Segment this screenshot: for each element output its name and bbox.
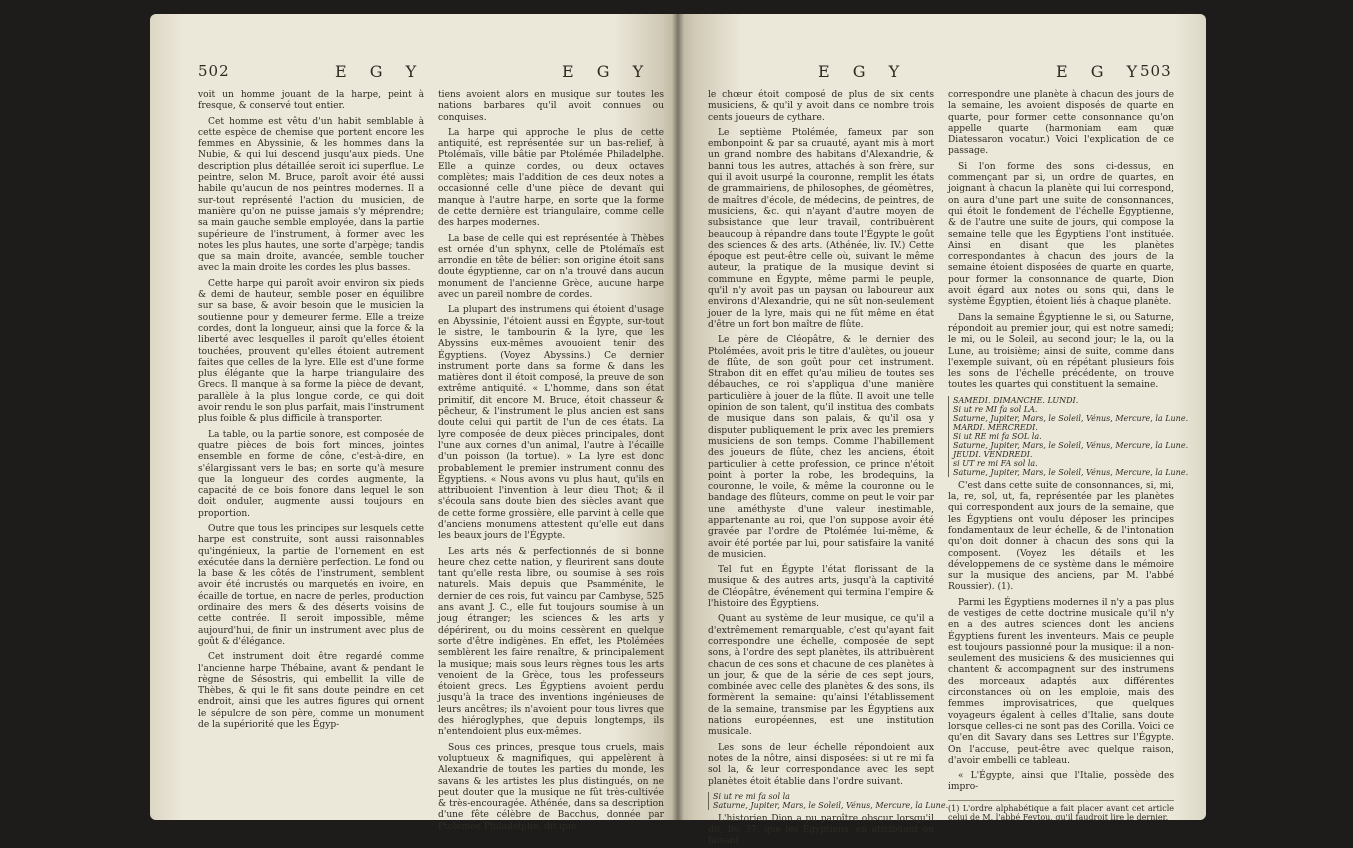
right-page xyxy=(678,14,1206,847)
paragraph: Les sons de leur échelle répondoient aux notes de la nôtre, ainsi disposées: si ut re mi fa sol la, & leur correspondance avec les sept planètes étoit établie dans l'ordre suivant. xyxy=(708,742,934,787)
paragraph: correspondre une planète à chacun des jours de la semaine, les avoient disposés de quarte en quarte, pour former cette consonnance qu'on appelle quarte (harmoniam eam quæ Diatessaron vocatur.) Voici l'explication de ce passage. xyxy=(948,90,1174,157)
page-number-right: 503 xyxy=(1140,62,1172,80)
paragraph: tiens avoient alors en musique sur toutes les nations barbares qu'il avoit connues ou conquises. xyxy=(438,90,664,123)
paragraph: voit un homme jouant de la harpe, peint à fresque, & conservé tout entier. xyxy=(198,90,424,112)
right-column-1 xyxy=(708,90,949,847)
paragraph: Tel fut en Égypte l'état florissant de la musique & des autres arts, jusqu'à la captivité de Cléopâtre, événement qui termina l'empire & l'histoire des Égyptiens. xyxy=(708,565,934,610)
paragraph: C'est dans cette suite de consonnances, si, mi, la, re, sol, ut, fa, représentée par les planètes qui correspondent aux jours de la semaine, que les Égyptiens ont voulu déposer les principes fondamentaux de leur échelle, & de l'intonation qu'on doit donner à chacun des sons qui la composent. (Voyez les détails et les développemens de ce système dans le mémoire sur la musique des anciens, par M. l'abbé Roussier). (1). xyxy=(948,480,1174,593)
paragraph: Cette harpe qui paroît avoir environ six pieds & demi de hauteur, semble poser en équilibre sur sa base, & avoir besoin que le musicien la soutienne pour y demeurer ferme. Elle a treize cordes, dont la longueur, ainsi que la force & la liberté avec lesquelles il paroît qu'elles étoient touchées, prouvent qu'elles étoient autrement faites que celles de la lyre. Elle est d'une forme plus élégante que la harpe triangulaire des Grecs. Il manque à sa forme la pièce de devant, parallèle à la plus longue corde, ce qui doit avoir rendu le son plus parfait, mais l'instrument plus foible & plus difficile à transporter. xyxy=(198,278,424,425)
running-head-right-2: E G Y xyxy=(818,62,909,81)
paragraph: Le père de Cléopâtre, & le dernier des Ptolémées, avoit pris le titre d'aulètes, ou joueur de flûte, de son goût pour cet instrument. Strabon dit en effet qu'au milieu de toutes ses débauches, ce roi s'appliqua d'une manière particulière à jouer de la flûte. Il avoit une telle opinion de son talent, qu'il institua des combats de musique dans son palais, & qu'il osa y disputer publiquement le prix avec les premiers musiciens de son temps. Comme l'habillement des joueurs de flûte, chez les anciens, étoit particulier à cette profession, ce prince n'étoit point à porter la robe, les brodequins, la couronne, le voile, & même la couronne ou le bandage des flûteurs, comme on peut le voir par une améthyste d'une valeur inestimable, appartenante au roi, que l'on suppose avoir été gravée par l'ordre de Ptolémée lui-même, & avoir été portée par lui, pour satisfaire la vanité de musicien. xyxy=(708,335,934,560)
paragraph: Si l'on forme des sons ci-dessus, en commençant par si, un ordre de quartes, en joignant à chacun la planète qui lui correspond, on aura d'une part une suite de consonnances, qui étoit le fondement de l'échelle Égyptienne, & de l'autre une suite de jours, qui compose la semaine telle que les Égyptiens l'ont instituée. Ainsi en disant que les planètes correspondantes à chacun des jours de la semaine étoient disposées de quarte en quarte, pour former la consonnance de quarte, Dion avoit égard aux notes ou sons qui, dans le système Égyptien, étoient liés à chaque planète. xyxy=(948,161,1174,308)
paragraph: Dans la semaine Égyptienne le si, ou Saturne, répondoit au premier jour, qui est notre samedi; le mi, ou le Soleil, au second jour; le la, ou la Lune, au troisième; ainsi de suite, comme dans l'exemple suivant, où en répétant plusieurs fois les sons de l'échelle précédente, on trouve toutes les quartes qui constituent la semaine. xyxy=(948,312,1174,391)
left-page xyxy=(150,14,678,832)
week-scale-table xyxy=(948,395,1189,477)
paragraph: Quant au système de leur musique, ce qu'il a d'extrêmement remarquable, c'est qu'ayant fait correspondre une échelle, composée de sept sons, à l'ordre des sept planètes, ils attribuèrent chacun de ces sons et chacune de ces planètes à un jour, & que de la série de ces sept jours, combinée avec celle des planètes & des sons, ils formèrent la semaine: qu'ainsi l'établissement de la semaine, transmise par les Égyptiens aux nations européennes, est une institution musicale. xyxy=(708,614,934,738)
footnote: (1) L'ordre alphabétique a fait placer avant cet article celui de M. l'abbé Feytou, qu'il faudroit lire le dernier. xyxy=(948,800,1174,823)
scale-planets: Saturne, Jupiter, Mars, le Soleil, Vénus, Mercure, la Lune. xyxy=(713,800,949,810)
paragraph: La plupart des instrumens qui étoient d'usage en Abyssinie, l'étoient aussi en Égypte, sur-tout le sistre, le tambourin & la lyre, que les Abyssins eux-mêmes avouoient tenir des Égyptiens. (Voyez Abyssins.) Ce dernier instrument porte dans sa forme & dans les matières dont il étoit composé, la preuve de son extrême antiquité. « L'homme, dans son état primitif, dit encore M. Bruce, étoit chasseur & pêcheur, & l'instrument le plus ancien est sans doute celui qui partit de l'un de ces états. La lyre composée de deux pièces principales, dont l'une aux cornes d'un animal, l'autre à l'écaille d'un poisson (la tortue). » La lyre est donc probablement le premier instrument connu des Égyptiens. « Nous avons vu plus haut, qu'ils en attribuoient l'invention à leur dieu Thot; & il s'écoula sans doute bien des siècles avant que de cette forme grossière, elle parvint à celle que d'anciens monumens attestent qu'elle eut dans les beaux jours de l'Égypte. xyxy=(438,305,664,542)
scale-line: SAMEDI. DIMANCHE. LUNDI. xyxy=(953,395,1079,405)
scale-notes: Si ut re mi fa sol la xyxy=(713,791,790,801)
running-head-right: E G Y xyxy=(1056,62,1147,81)
left-column-1 xyxy=(198,90,424,798)
running-head-left: E G Y xyxy=(335,62,426,81)
paragraph: La table, ou la partie sonore, est composée de quatre pièces de bois fort minces, jointes ensemble en forme de cône, c'est-à-dire, en s'élargissant vers le bas; en sorte qu'à mesure que la longueur des cordes augmente, la capacité de ce bois fonore dans lequel le son doit onduler, augmente aussi toujours en proportion. xyxy=(198,429,424,519)
paragraph: « L'Égypte, ainsi que l'Italie, possède des impro- xyxy=(948,771,1174,793)
paragraph: Parmi les Égyptiens modernes il n'y a pas plus de vestiges de cette doctrine musicale qu'il n'y en a des autres sciences dont les anciens Égyptiens furent les inventeurs. Mais ce peuple est toujours passionné pour la musique: il a non-seulement des musiciens & des musiciennes qui chantent & accompagnent sur des instrumens des morceaux adaptés aux différentes circonstances où on les emploie, mais des femmes improvisatrices, que quelques voyageurs égalent à celles d'Italie, sans doute lorsque celles-ci ne sont pas des Corilla. Voici ce qu'en dit Savary dans ses Lettres sur l'Égypte. On l'accuse, peut-être avec quelque raison, d'avoir embelli ce tableau. xyxy=(948,597,1174,766)
paragraph: le chœur étoit composé de plus de six cents musiciens, & qu'il y avoit dans ce nombre trois cents joueurs de cythare. xyxy=(708,90,934,123)
scale-line: JEUDI. VENDREDI. xyxy=(953,449,1033,459)
running-head-left-2: E G Y xyxy=(562,62,653,81)
paragraph: Le septième Ptolémée, fameux par son embonpoint & par sa cruauté, ayant mis à mort un grand nombre des habitans d'Alexandrie, & banni tous les autres, attachés à son frère, sur qui il avoit usurpé la couronne, remplit les états de grammairiens, de philosophes, de géomètres, de maîtres d'école, de médecins, de peintres, de musiciens, &c. qui n'ayant d'autre moyen de subsistance que leur travail, contribuèrent beaucoup à répandre dans toute l'Égypte le goût des sciences & des arts. (Athénée, liv. IV.) Cette époque est peut-être celle où, suivant le même auteur, la pratique de la musique devint si commune en Égypte, même parmi le peuple, qu'il n'y avoit pas un paysan ou laboureur aux environs d'Alexandrie, qui ne sût non-seulement jouer de la lyre, mais qui ne fût même en état d'être un fort bon maître de flûte. xyxy=(708,127,934,330)
left-column-2 xyxy=(438,90,664,832)
paragraph: Outre que tous les principes sur lesquels cette harpe est construite, sont aussi raisonnables qu'ingénieux, la partie de l'ornement en est exécutée dans la dernière perfection. Le fond ou la base & les côtés de l'instrument, semblent avoir été incrustés ou marquetés en ivoire, en écaille de tortue, en nacre de perles, production ordinaire des mers & des déserts voisins de cette contrée. Il seroit impossible, même aujourd'hui, de finir un instrument avec plus de goût & d'élégance. xyxy=(198,523,424,647)
scale-line: Si ut re MI fa sol LA. xyxy=(953,404,1038,414)
scale-table xyxy=(708,791,949,810)
scale-line: Saturne, Jupiter, Mars, le Soleil, Vénus, Mercure, la Lune. xyxy=(953,440,1189,450)
right-column-2 xyxy=(948,90,1189,823)
paragraph: La harpe qui approche le plus de cette antiquité, est représentée sur un bas-relief, à Ptolémaïs, ville bâtie par Ptolémée Philadelphe. Elle a quinze cordes, ou deux octaves complètes; mais l'addition de ces deux notes a occasionné celle d'une pièce de devant qui manque à l'autre harpe, en sorte que la forme de cette dernière est triangulaire, comme celle des harpes modernes. xyxy=(438,127,664,229)
book-gutter xyxy=(672,14,684,820)
scale-line: Si ut RE mi fa SOL la. xyxy=(953,431,1042,441)
paragraph: La base de celle qui est représentée à Thèbes est ornée d'un sphynx, celle de Ptolémaïs est arrondie en tête de bélier: son origine étoit sans doute égyptienne, car on n'a trouvé dans aucun monument de l'ancienne Grèce, aucune harpe avec un pareil nombre de cordes. xyxy=(438,233,664,301)
scale-line: MARDI. MERCREDI. xyxy=(953,422,1038,432)
page-number-left: 502 xyxy=(198,62,230,80)
paragraph: L'historien Dion a pu paroître obscur lorsqu'il dit, liv. 37, que les Égyptiens, en attribuant ou faisant xyxy=(708,813,934,847)
paragraph: Cet homme est vêtu d'un habit semblable à cette espèce de chemise que portent encore les femmes en Abyssinie, & les hommes dans la Nubie, & qui lui descend jusqu'aux pieds. Une description plus détaillée seroit ici superflue. Le peintre, selon M. Bruce, paroît avoir été aussi habile qu'aucun de nos peintres modernes. Il a sur-tout représenté l'action du musicien, de manière qu'on ne puisse jamais s'y méprendre; sa main gauche semble employée, dans la partie supérieure de l'instrument, à former avec les notes les plus hautes, une sorte d'arpège; tandis que sa main droite, avancée, semble toucher avec la main droite les cordes les plus basses. xyxy=(198,116,424,274)
paragraph: Les arts nés & perfectionnés de si bonne heure chez cette nation, y fleurirent sans doute tant qu'elle resta libre, ou soumise à ses rois naturels. Mais depuis que Psamménite, le dernier de ces rois, fut vaincu par Cambyse, 525 ans avant J. C., elle fut toujours soumise à un joug étranger; les sciences & les arts y dépérirent, ou du moins cessèrent en quelque sorte d'être indigènes. En effet, les Ptolémées semblèrent les faire renaître, & principalement la musique; mais sous leurs règnes tous les arts venoient de la Grèce, tous les professeurs étoient grecs. Les Égyptiens avoient perdu jusqu'à la trace des inventions ingénieuses de leurs ancêtres; ils n'avoient pour tous livres que des hiéroglyphes, que depuis longtemps, ils n'entendoient plus eux-mêmes. xyxy=(438,546,664,738)
scale-line: Saturne, Jupiter, Mars, le Soleil, Vénus, Mercure, la Lune. xyxy=(953,467,1189,477)
scale-line: Saturne, Jupiter, Mars, le Soleil, Vénus, Mercure, la Lune. xyxy=(953,413,1189,423)
paragraph: Cet instrument doit être regardé comme l'ancienne harpe Thébaine, avant & pendant le règne de Sésostris, qui embellit la ville de Thèbes, & qui le fit sans doute peindre en cet endroit, ainsi que les autres figures qui ornent le sépulcre de son père, comme un monument de la supériorité que les Égyp- xyxy=(198,652,424,731)
scale-line: si UT re mi FA sol la. xyxy=(953,458,1038,468)
paragraph: Sous ces princes, presque tous cruels, mais voluptueux & magnifiques, qui appelèrent à Alexandrie de toutes les parties du monde, les savans & les artistes les plus distingués, on ne peut douter que la musique ne fût très-cultivée & très-encouragée. Athénée, dans sa description d'une fête célèbre de Bacchus, donnée par Ptolémée Philadelphe, dit que xyxy=(438,742,664,832)
